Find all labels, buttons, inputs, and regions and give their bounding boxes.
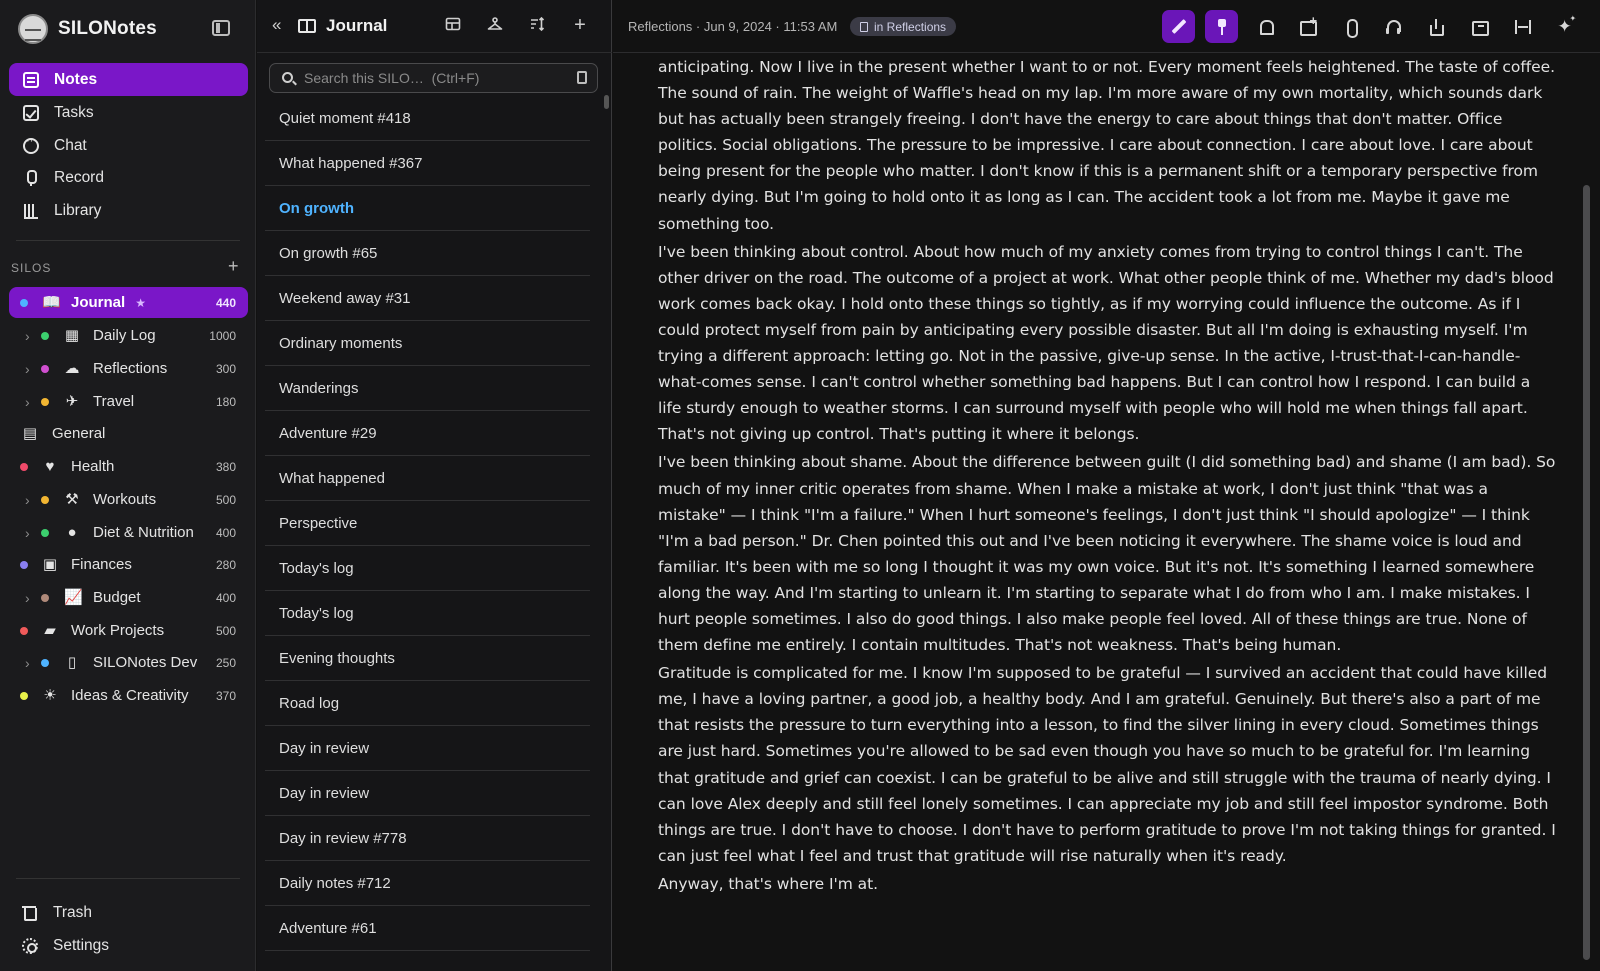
- note-list-item[interactable]: Today's log: [265, 546, 590, 591]
- chat-icon: [23, 138, 39, 154]
- microphone-icon: [23, 170, 39, 186]
- chevron-right-icon[interactable]: ›: [25, 524, 30, 541]
- bell-icon: [1257, 19, 1273, 35]
- silo-item[interactable]: [9, 582, 248, 613]
- note-paragraph: Anyway, that's where I'm at.: [658, 874, 879, 893]
- trash-icon: [22, 905, 38, 921]
- silo-badge[interactable]: [850, 17, 956, 36]
- edit-mode-button[interactable]: [1162, 10, 1195, 43]
- money-icon: ▣: [42, 555, 58, 573]
- nav-tasks[interactable]: [9, 96, 248, 129]
- note-list-item[interactable]: Adventure #61: [265, 906, 590, 951]
- book-icon: 📖: [42, 293, 61, 311]
- search-icon: [282, 72, 293, 83]
- note-list-header: [257, 0, 612, 53]
- star-icon[interactable]: ★: [135, 296, 146, 310]
- sort-icon: [529, 16, 545, 32]
- silo-color-dot: [20, 627, 28, 635]
- silo-item[interactable]: [9, 484, 248, 515]
- silo-label: Daily Log: [93, 327, 156, 344]
- clipboard-icon[interactable]: [577, 71, 587, 84]
- silo-color-dot: [41, 365, 49, 373]
- search-input[interactable]: [304, 69, 554, 87]
- note-list-item[interactable]: Evening thoughts: [265, 636, 590, 681]
- collapse-sidebar-icon[interactable]: [212, 20, 230, 36]
- silo-color-dot: [41, 594, 49, 602]
- attach-button[interactable]: [1334, 10, 1367, 43]
- note-list-item[interactable]: On growth #65: [265, 231, 590, 276]
- note-paragraph: anticipating. Now I live in the present whether I want to or not. Every moment feels heightened. The taste of coffee. The sound of rain. The weight of Waffle's head on my lap. I'm more aware of my own mortality, which sounds dark but has actually been strangely freeing. I don't have the energy to care about things that don't matter. Office politics. Social obligations. The pressure to be impressive. I care about connection. I care about love. I care about being present for the people who matter. I don't know if this is a permanent shift or a temporary perspective from nearly dying. But I'm going to hold onto it as long as I can. The accident took a lot from me. Maybe it gave me something too.: [658, 58, 1555, 233]
- editor-scrollbar[interactable]: [1583, 185, 1590, 960]
- nav-label: Tasks: [54, 103, 94, 121]
- silo-color-dot: [41, 332, 49, 340]
- silo-item[interactable]: [9, 647, 248, 678]
- chevron-right-icon[interactable]: ›: [25, 589, 30, 606]
- new-note-button[interactable]: +: [574, 14, 586, 36]
- silo-item[interactable]: [9, 517, 248, 548]
- hanger-icon: [487, 16, 503, 32]
- add-silo-button[interactable]: +: [228, 256, 239, 276]
- nav-label: Notes: [54, 70, 98, 88]
- chevron-right-icon[interactable]: ›: [25, 491, 30, 508]
- note-list-item[interactable]: What happened: [265, 456, 590, 501]
- lightbulb-icon: ☀: [43, 686, 57, 704]
- nav-notes[interactable]: [9, 63, 248, 96]
- silo-count: 400: [215, 590, 236, 605]
- divider: [16, 878, 240, 879]
- silo-item[interactable]: [9, 386, 248, 417]
- full-width-button[interactable]: [1506, 10, 1539, 43]
- note-list-item[interactable]: Wanderings: [265, 366, 590, 411]
- note-body[interactable]: [658, 54, 1558, 899]
- book-icon: [298, 19, 316, 33]
- pin-icon: [1214, 19, 1230, 35]
- silonotes-logo-icon: [18, 14, 48, 44]
- silo-count: 500: [215, 623, 236, 638]
- silo-label: Ideas & Creativity: [71, 687, 189, 704]
- silo-count: 500: [215, 492, 236, 507]
- note-list-panel: [257, 0, 612, 971]
- nav-label: Library: [54, 201, 102, 219]
- add-image-icon: [1300, 19, 1316, 35]
- nav-label: Record: [54, 168, 104, 186]
- headphones-icon: [1386, 19, 1402, 35]
- briefcase-icon: ▰: [44, 621, 56, 639]
- silo-count: 400: [215, 525, 236, 540]
- ai-button[interactable]: [1549, 10, 1582, 43]
- pin-button[interactable]: [1205, 10, 1238, 43]
- note-list-item[interactable]: Ordinary moments: [265, 321, 590, 366]
- gear-icon: [22, 938, 38, 954]
- silo-item[interactable]: [9, 287, 248, 318]
- calendar-icon: ▦: [64, 326, 80, 344]
- silo-item[interactable]: [9, 320, 248, 351]
- silo-count: 280: [215, 557, 236, 572]
- silo-badge-label: in Reflections: [874, 19, 947, 34]
- note-list-item[interactable]: Day in review: [265, 771, 590, 816]
- settings-button[interactable]: [22, 934, 109, 958]
- phone-icon: ▯: [67, 653, 77, 671]
- settings-label: Settings: [53, 937, 110, 954]
- note-list-item[interactable]: Day in review: [265, 726, 590, 771]
- note-paragraph: I've been thinking about control. About how much of my anxiety comes from trying to control things I can't. The other driver on the road. The outcome of a project at work. What other people think of me. Whether my dad's blood work comes back okay. I hold onto these things so tightly, as if my worrying could influence the outcome. As if I could protect myself from pain by anticipating every possible disaster. But all I'm doing is exhausting myself. I'm trying a different approach: letting go. Not in the passive, give-up sense. In the active, I-trust-that-I-can-handle-what-comes sense. I can't control whether something bad happens. But I can control how I respond. I can build a life sturdy enough to weather storms. I can surround myself with people who will hold me when things fall apart. That's not giving up control. That's putting it where it belongs.: [658, 242, 1554, 444]
- sort-button[interactable]: [528, 16, 546, 34]
- width-icon: [1515, 19, 1531, 35]
- silos-section-label: SILOS: [11, 261, 52, 275]
- note-list-item[interactable]: Daily notes #712: [265, 861, 590, 906]
- nav-chat[interactable]: [9, 129, 248, 162]
- silo-item[interactable]: [9, 353, 248, 384]
- library-icon: [23, 203, 39, 219]
- thought-icon: ☁: [64, 359, 80, 377]
- note-list-item[interactable]: Adventure #29: [265, 411, 590, 456]
- silo-item[interactable]: [9, 418, 248, 449]
- silo-label: Travel: [93, 393, 135, 410]
- note-list-item[interactable]: Today's log: [265, 591, 590, 636]
- app-name: SILONotes: [58, 18, 157, 39]
- dumbbell-icon: ⚒: [65, 490, 79, 508]
- layout-icon: [445, 16, 461, 32]
- note-paragraph: I've been thinking about shame. About the difference between guilt (I did something bad) and shame (I am bad). So much of my inner critic operates from shame. When I make a mistake at work, I don't just think "that was a mistake" — I think "I'm a failure." When I hurt someone's feelings, I don't just think "I should apologize" — I think "I'm a bad person." Dr. Chen pointed this out and I've been noticing it everywhere. The shame voice is loud and familiar. It's been with me so long I thought it was my own voice. But it's not. It's something I learned somewhere along the way. And I'm starting to unlearn it. I'm starting to separate what I do from who I am. I make mistakes. I hurt people sometimes. I also do good things. I also make people feel loved. All of these things are true. None of them define me entirely. I contain multitudes. That's not weakness. That's being human.: [658, 453, 1556, 655]
- apple-icon: ●: [67, 523, 77, 541]
- trash-label: Trash: [53, 904, 93, 921]
- silo-count: 370: [215, 688, 236, 703]
- note-list-item[interactable]: Quiet moment #418: [265, 96, 590, 141]
- nav-record[interactable]: [9, 161, 248, 194]
- chevron-right-icon[interactable]: ›: [25, 393, 30, 410]
- silo-item[interactable]: [9, 549, 248, 580]
- silo-label: [71, 294, 146, 311]
- silo-label: Diet & Nutrition: [93, 524, 194, 541]
- note-list-item[interactable]: Perspective: [265, 501, 590, 546]
- note-list-item[interactable]: Day in review #778: [265, 816, 590, 861]
- notes-icon: [23, 72, 39, 88]
- silo-label: Budget: [93, 589, 141, 606]
- silo-item[interactable]: [9, 615, 248, 646]
- silo-item[interactable]: [9, 451, 248, 482]
- share-button[interactable]: [1420, 10, 1453, 43]
- silo-label: Finances: [71, 556, 132, 573]
- silo-color-dot: [20, 299, 28, 307]
- sidebar: [0, 0, 256, 971]
- note-list-item[interactable]: What happened #367: [265, 141, 590, 186]
- silo-count: 440: [215, 295, 236, 310]
- note-list-item[interactable]: Road log: [265, 681, 590, 726]
- silo-label: Reflections: [93, 360, 168, 377]
- clipboard-icon: [860, 22, 868, 32]
- nav-label: Chat: [54, 136, 87, 154]
- layout-toggle-button[interactable]: [444, 16, 462, 34]
- silo-color-dot: [41, 398, 49, 406]
- silo-color-dot: [41, 529, 49, 537]
- editor-panel: [613, 0, 1600, 971]
- editor-header: [613, 0, 1600, 53]
- chart-line-icon: 📈: [64, 588, 83, 606]
- reminder-button[interactable]: [1248, 10, 1281, 43]
- brand[interactable]: [18, 13, 157, 45]
- nav-library[interactable]: [9, 194, 248, 227]
- share-icon: [1429, 19, 1445, 35]
- silo-label: Work Projects: [71, 622, 165, 639]
- silo-label: General: [52, 425, 106, 442]
- chevron-right-icon[interactable]: ›: [25, 360, 30, 377]
- filter-button[interactable]: [486, 16, 504, 34]
- silo-label: SILONotes Dev: [93, 654, 198, 671]
- divider: [16, 240, 240, 241]
- trash-button[interactable]: [22, 901, 92, 925]
- silo-item[interactable]: [9, 680, 248, 711]
- folder-move-icon: [1472, 19, 1488, 35]
- silo-label: Health: [71, 458, 115, 475]
- silo-label: Workouts: [93, 491, 157, 508]
- note-list-item[interactable]: On growth: [265, 186, 590, 231]
- note-list-item[interactable]: Weekend away #31: [265, 276, 590, 321]
- silo-title: Journal: [326, 16, 388, 35]
- silo-color-dot: [41, 496, 49, 504]
- silo-count: 1000: [209, 328, 236, 343]
- silo-count: 180: [215, 394, 236, 409]
- silo-label-text: Journal: [71, 294, 126, 311]
- add-image-button[interactable]: [1291, 10, 1324, 43]
- tasks-icon: [23, 105, 39, 121]
- silo-color-dot: [20, 463, 28, 471]
- silo-color-dot: [20, 561, 28, 569]
- silo-count: 250: [215, 655, 236, 670]
- heartbeat-icon: ♥: [45, 457, 55, 475]
- listen-button[interactable]: [1377, 10, 1410, 43]
- pencil-icon: [1171, 19, 1187, 35]
- chevron-right-icon[interactable]: ›: [25, 654, 30, 671]
- silo-count: 300: [215, 361, 236, 376]
- collapse-list-button[interactable]: «: [272, 15, 282, 34]
- silo-count: 380: [215, 459, 236, 474]
- notebook-icon: ▤: [22, 424, 38, 442]
- move-button[interactable]: [1463, 10, 1496, 43]
- silo-color-dot: [41, 659, 49, 667]
- silo-color-dot: [20, 692, 28, 700]
- sparkle-icon: [1558, 19, 1574, 35]
- plane-icon: ✈: [65, 392, 79, 410]
- note-paragraph: Gratitude is complicated for me. I know I'm supposed to be grateful — I survived an accident that could have killed me, I have a loving partner, a good job, a healthy body. And I am grateful. Genuinely. But there's also a part of me that resists the pressure to turn everything into a lesson, to find the silver lining in every cloud. Sometimes things are just hard. Sometimes you're allowed to be sad even though you have so much to be grateful for. I'm learning that gratitude and grief can coexist. I can be grateful to be alive and still struggle with the trauma of nearly dying. I can love Alex deeply and still feel lonely sometimes. I can appreciate my job and still feel impostor syndrome. Both things are true. I don't have to choose. I don't have to perform gratitude to prove I'm not taking things for granted. I can just feel what I feel and trust that gratitude will rise naturally when it's ready.: [658, 664, 1556, 865]
- search-box: [269, 63, 598, 93]
- note-meta: Reflections · Jun 9, 2024 · 11:53 AM: [628, 19, 838, 34]
- list-scrollbar[interactable]: [604, 95, 609, 109]
- paperclip-icon: [1343, 19, 1359, 35]
- chevron-right-icon[interactable]: ›: [25, 327, 30, 344]
